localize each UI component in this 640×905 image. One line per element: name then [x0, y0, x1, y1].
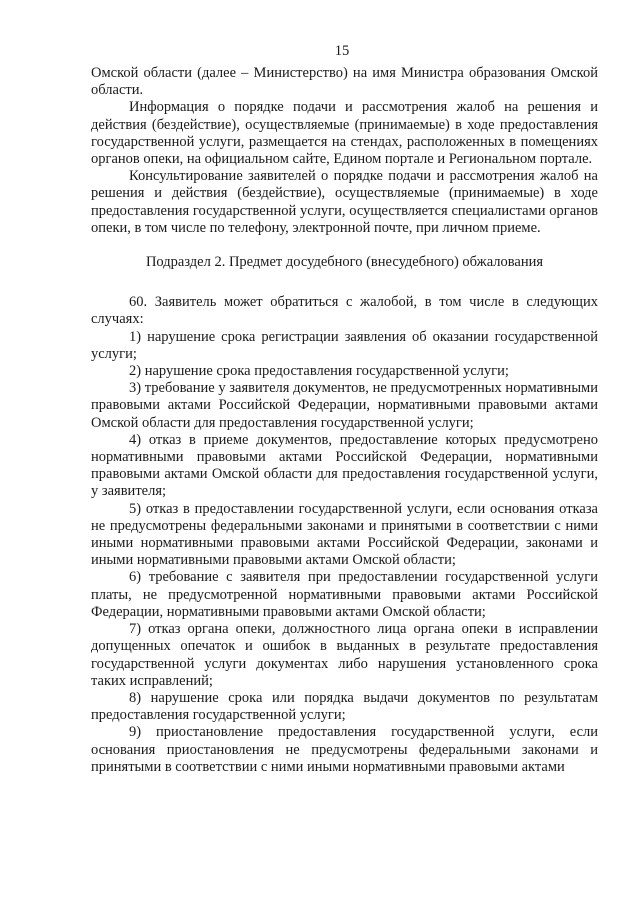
clause-60-item-7: 7) отказ органа опеки, должностного лица органа опеки в исправлении допущенных опечаток и ошибок в выданных в результате предоставления государственной услуги документах либо нарушения установленного срока таких исправлений;	[91, 621, 598, 689]
page-number: 15	[334, 43, 350, 59]
clause-60-item-9: 9) приостановление предоставления государственной услуги, если основания приостановления не предусмотрены федеральными законами и принятыми в соответствии с ними иными нормативными правовыми актами	[91, 724, 598, 775]
paragraph-ministry-address: Омской области (далее – Министерство) на имя Министра образования Омской области.	[91, 65, 598, 99]
clause-60-item-5: 5) отказ в предоставлении государственной услуги, если основания отказа не предусмотрены федеральными законами и принятыми в соответствии с ними иными нормативными правовыми актами Российской Федерации, законами и иными нормативными правовыми актами Омской области;	[91, 500, 598, 569]
document-body	[91, 65, 598, 776]
clause-60-item-2: 2) нарушение срока предоставления государственной услуги;	[129, 363, 509, 380]
clause-60-item-1: 1) нарушение срока регистрации заявления об оказании государственной услуги;	[91, 328, 598, 362]
clause-60-item-6: 6) требование с заявителя при предоставлении государственной услуги платы, не предусмотренной нормативными правовыми актами Российской Федерации, нормативными правовыми актами Омской области;	[91, 569, 598, 620]
clause-60-item-4: 4) отказ в приеме документов, предоставление которых предусмотрено нормативными правовыми актами Российской Федерации, нормативными правовыми актами Омской области для предоставления государственной услуги, у заявителя;	[91, 431, 598, 500]
clause-60-intro: 60. Заявитель может обратиться с жалобой, в том числе в следующих случаях:	[91, 294, 598, 328]
paragraph-consultation: Консультирование заявителей о порядке подачи и рассмотрения жалоб на решения и действия (бездействие), осуществляемые (принимаемые) в ходе предоставления государственной услуги, осуществляется специалистами органов опеки, в том числе по телефону, электронной почте, при личном приеме.	[91, 168, 598, 236]
paragraph-complaint-info: Информация о порядке подачи и рассмотрения жалоб на решения и действия (бездействие), осуществляемые (принимаемые) в ходе предоставления государственной услуги, размещается на стендах, расположенных в помещениях органов опеки, на официальном сайте, Едином портале и Региональном портале.	[91, 99, 598, 168]
clause-60-item-3: 3) требование у заявителя документов, не предусмотренных нормативными правовыми актами Российской Федерации, нормативными правовыми актами Омской области для предоставления государственной услуги;	[91, 380, 598, 431]
clause-60-item-8: 8) нарушение срока или порядка выдачи документов по результатам предоставления государственной услуги;	[91, 689, 598, 724]
subsection-heading: Подраздел 2. Предмет досудебного (внесудебного) обжалования	[145, 254, 544, 271]
